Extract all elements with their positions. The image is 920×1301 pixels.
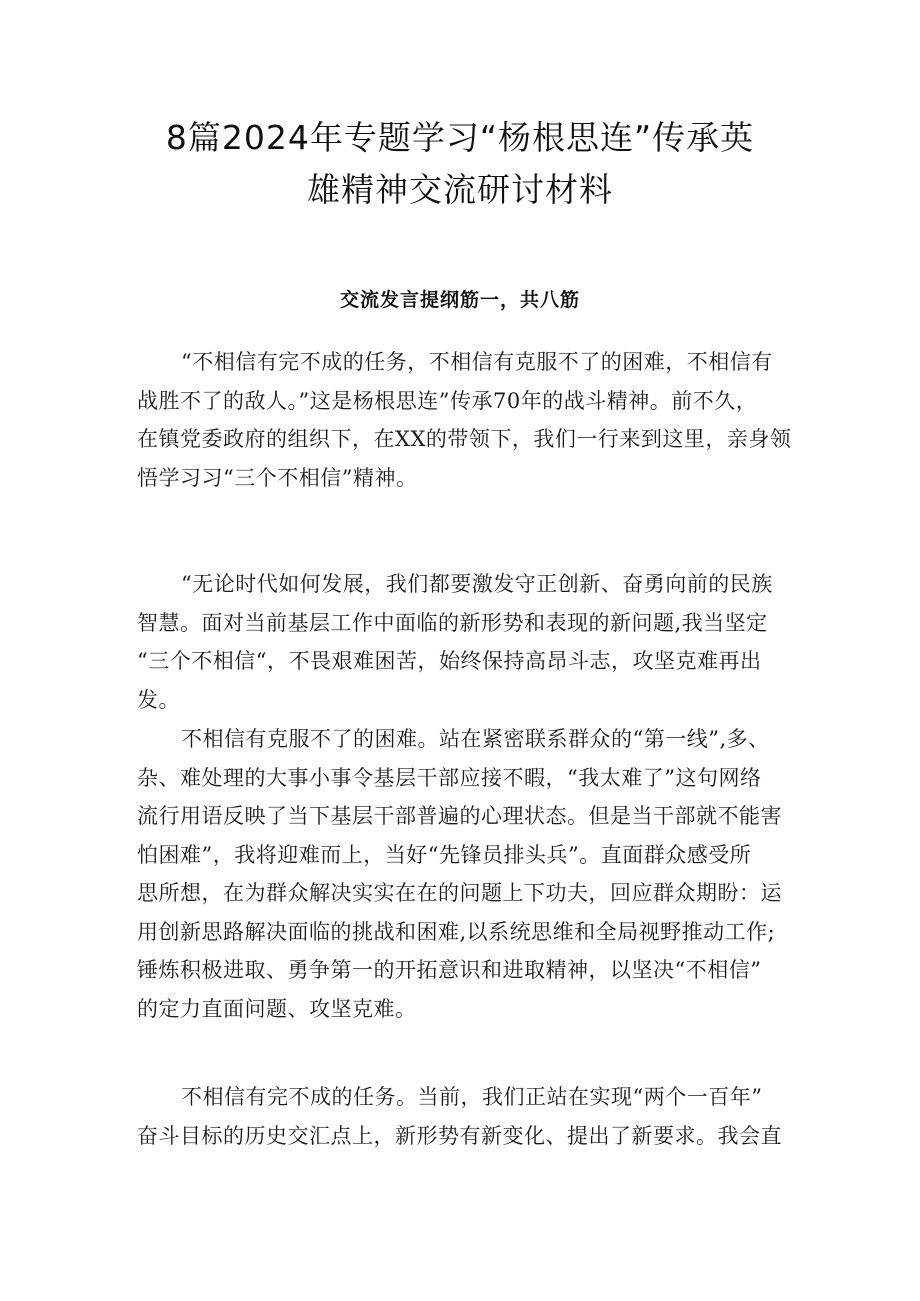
paragraph-1 <box>137 343 792 497</box>
paragraph-line: “无论时代如何发展，我们都要激发守正创新、奋勇向前的民族 <box>181 572 773 596</box>
title-line-1: 8篇2024年专题学习“杨根思连”传承英 <box>165 118 755 157</box>
section-heading: 交流发言提纲筋一，共八筋 <box>339 289 580 311</box>
paragraph-line: 流行用语反映了当下基层干部普遍的心理状态。但是当干部就不能害 <box>137 804 782 828</box>
title-line-2: 雄精神交流研讨材料 <box>307 170 613 209</box>
paragraph-line: 锤炼积极进取、勇争第一的开拓意识和进取精神，以坚决“不相信” <box>137 958 762 982</box>
document-title <box>150 112 770 216</box>
paragraph-3 <box>137 720 787 1028</box>
paragraph-line: “不相信有完不成的任务，不相信有克服不了的困难，不相信有 <box>181 350 773 374</box>
paragraph-line: 奋斗目标的历史交汇点上，新形势有新变化、提出了新要求。我会直 <box>137 1123 782 1148</box>
paragraph-line: 的定力直面问题、攻坚克难。 <box>137 996 417 1021</box>
paragraph-line: 杂、难处理的大事小事令基层干部应接不暇，“我太难了”这句网络 <box>137 765 762 790</box>
paragraph-line: 发。 <box>137 687 180 712</box>
paragraph-line: 战胜不了的敌人。”这是杨根思连”传承70年的战斗精神。前不久， <box>137 388 758 413</box>
paragraph-line: 在镇党委政府的组织下，在XX的带领下，我们一行来到这里，亲身领 <box>137 427 792 451</box>
paragraph-line: 智慧。面对当前基层工作中面临的新形势和表现的新问题,我当坚定 <box>137 610 768 635</box>
paragraph-line: 思所想，在为群众解决实实在在的问题上下功夫，回应群众期盼：运 <box>137 881 782 905</box>
paragraph-line: 用创新思路解决面临的挑战和困难,以系统思维和全局视野推动工作; <box>137 919 776 944</box>
paragraph-line: 悟学习习“三个不相信”精神。 <box>137 465 418 490</box>
paragraph-line: 不相信有完不成的任务。当前，我们正站在实现“两个一百年” <box>181 1085 763 1109</box>
paragraph-4 <box>137 1078 787 1155</box>
paragraph-line: “三个不相信“，不畏艰难困苦，始终保持高昂斗志，攻坚克难再出 <box>137 649 762 673</box>
paragraph-line: 不相信有克服不了的困难。站在紧密联系群众的“第一线”,多、 <box>181 727 770 751</box>
paragraph-line: 怕困难”，我将迎难而上，当好“先锋员排头兵”。直面群众感受所 <box>137 842 752 867</box>
paragraph-2 <box>137 565 787 719</box>
